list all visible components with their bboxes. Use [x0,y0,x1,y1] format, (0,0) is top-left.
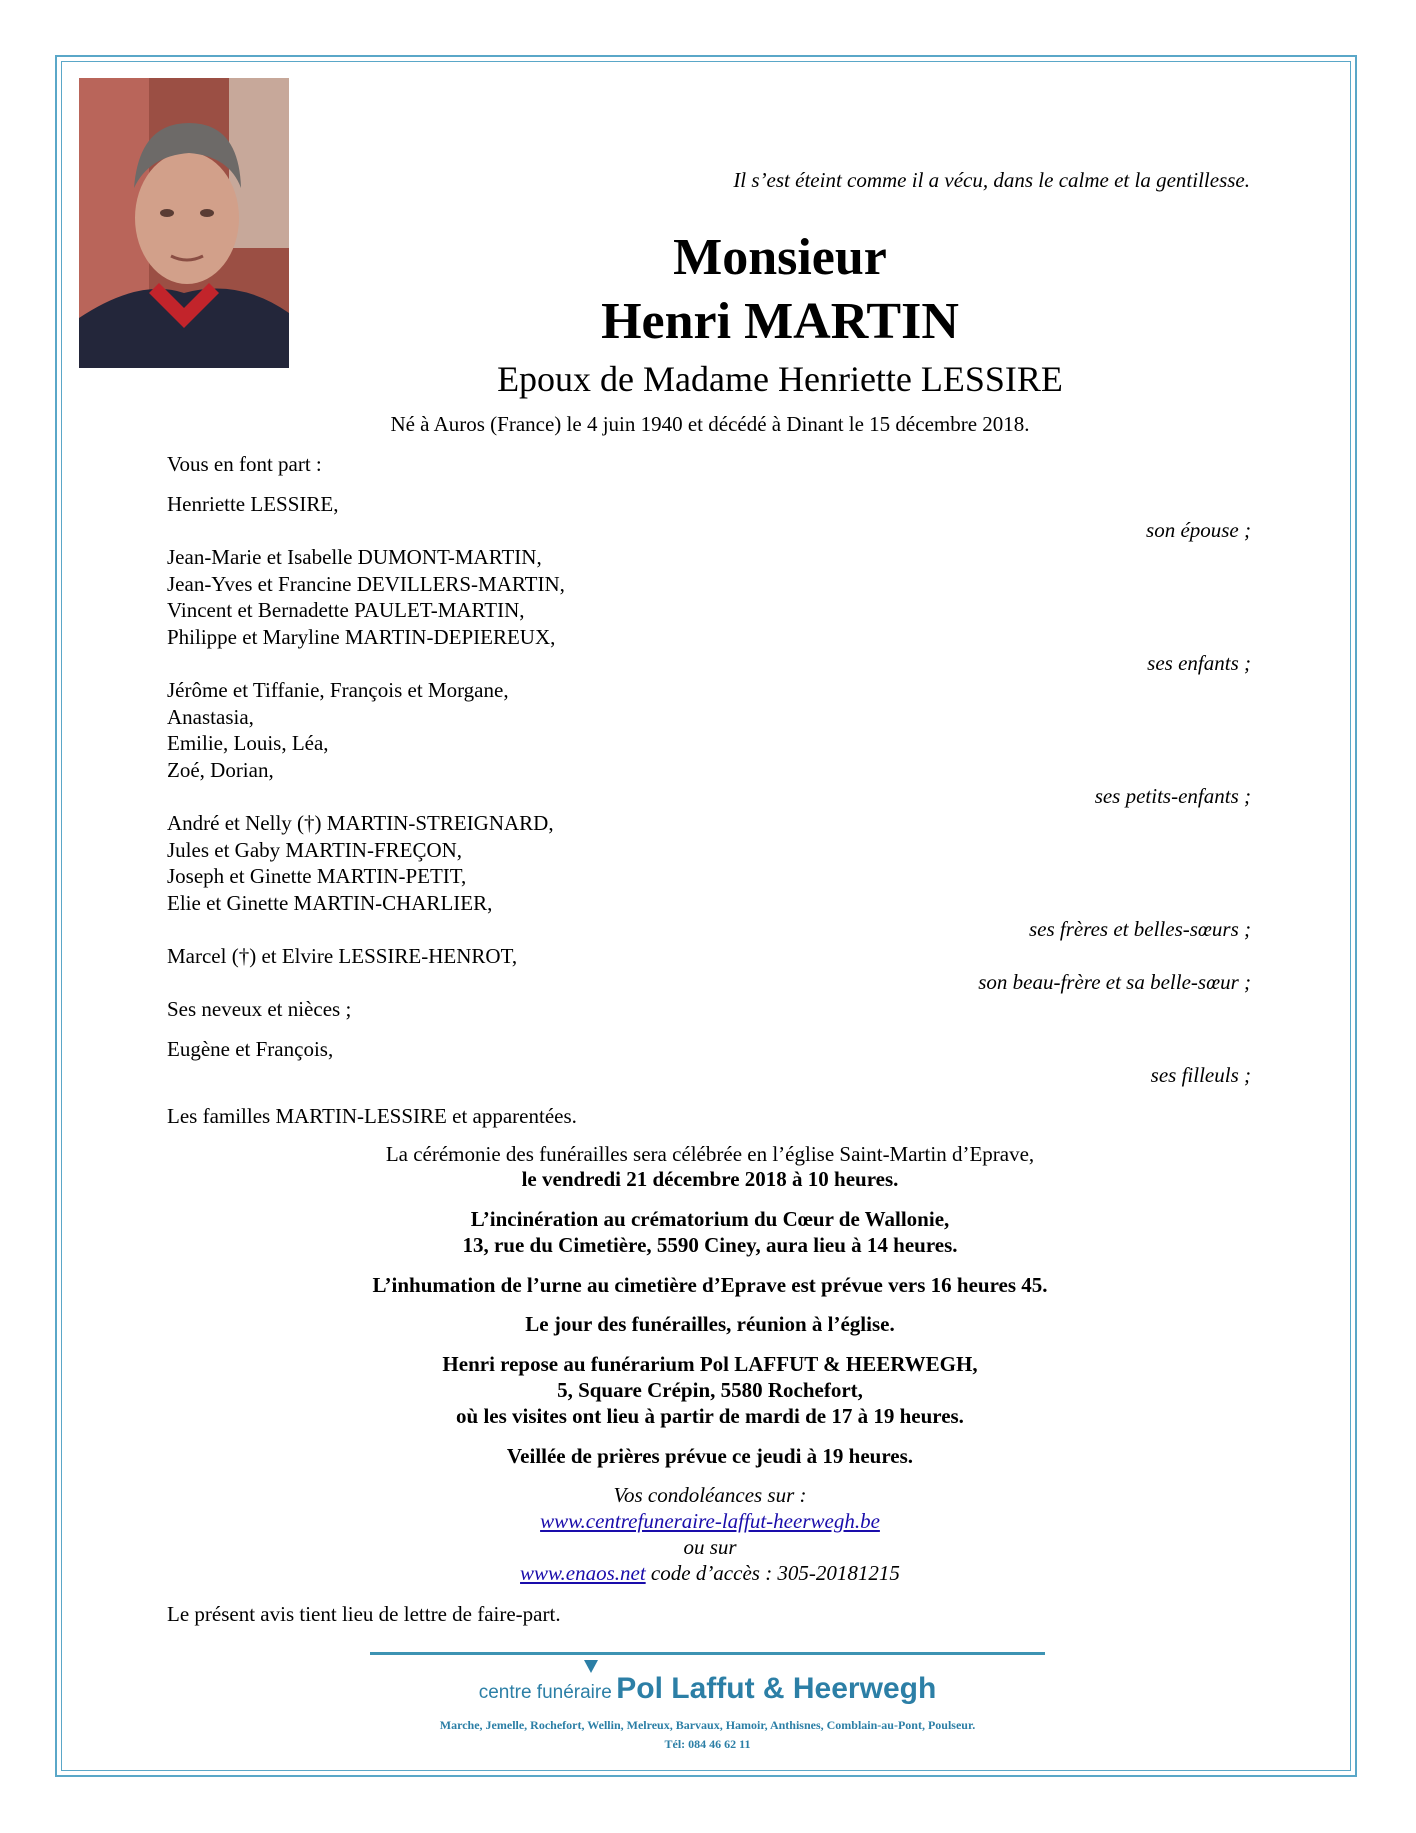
visiting-hours: où les visites ont lieu à partir de mardi de 17 à 19 heures. [456,1404,964,1428]
family-line: Zoé, Dorian, [167,757,274,782]
condolences-enaos-row [120,1560,1300,1586]
inhumation-line: L’inhumation de l’urne au cimetière d’Eprave est prévue vers 16 heures 45. [372,1273,1048,1297]
family-group-children [167,544,565,650]
logo-telephone: Tél: 084 46 62 11 [664,1737,751,1751]
family-line: Jean-Yves et Francine DEVILLERS-MARTIN, [167,571,565,596]
family-line: Henriette LESSIRE, [167,492,339,516]
closing-note: Le présent avis tient lieu de lettre de faire-part. [167,1602,561,1626]
family-group-nephews [167,996,351,1023]
title-honorific: Monsieur [673,229,887,286]
family-line: Vincent et Bernadette PAULET-MARTIN, [167,598,525,622]
relation-label: son beau-frère et sa belle-sœur ; [978,970,1251,994]
family-group-grandchildren [167,677,509,783]
intro-text: Vous en font part : [167,452,322,476]
deceased-name: Henri MARTIN [601,293,959,350]
logo-divider [370,1652,1045,1655]
condolences-link-funeral-home[interactable]: www.centrefuneraire-laffut-heerwegh.be [540,1509,880,1533]
relation-label: son épouse ; [1146,518,1251,542]
logo-name: Pol Laffut & Heerwegh [616,1672,937,1705]
relation-label: ses petits-enfants ; [1094,784,1251,808]
family-line: Emilie, Louis, Léa, [167,731,329,755]
funerarium-line: Henri repose au funérarium Pol LAFFUT & HEERWEGH, [442,1352,978,1376]
vigil-line: Veillée de prières prévue ce jeudi à 19 heures. [506,1444,914,1468]
family-line: Les familles MARTIN-LESSIRE et apparentées. [167,1104,577,1128]
family-line: Anastasia, [167,704,254,729]
family-line: Jérôme et Tiffanie, François et Morgane, [167,678,509,702]
family-line: Philippe et Maryline MARTIN-DEPIEREUX, [167,624,556,649]
family-group-families [167,1103,577,1130]
incineration-line: L’incinération au crématorium du Cœur de Wallonie, [470,1207,950,1231]
family-line: André et Nelly (†) MARTIN-STREIGNARD, [167,811,554,835]
spouse-line: Epoux de Madame Henriette LESSIRE [497,359,1063,399]
family-line: Joseph et Ginette MARTIN-PETIT, [167,864,467,888]
condolences-label: Vos condoléances sur : [613,1483,807,1507]
family-line: Eugène et François, [167,1037,334,1061]
funeral-home-logo [370,1672,1045,1706]
logo-locations: Marche, Jemelle, Rochefort, Wellin, Melreux, Barvaux, Hamoir, Anthisnes, Comblain-au-Pont, Poulseur. [439,1718,976,1732]
portrait-photo [79,78,289,368]
funerarium-address: 5, Square Crépin, 5580 Rochefort, [557,1378,863,1402]
epigraph: Il s’est éteint comme il a vécu, dans le calme et la gentillesse. [733,168,1250,192]
logo-prefix: centre funéraire [478,1682,612,1703]
family-line: Jean-Marie et Isabelle DUMONT-MARTIN, [167,545,542,569]
condolences-or: ou sur [683,1535,737,1559]
condolences-link-row [120,1508,1300,1534]
reunion-line: Le jour des funérailles, réunion à l’église. [525,1312,895,1336]
access-code: code d’accès : 305-20181215 [650,1561,900,1585]
family-line: Jules et Gaby MARTIN-FREÇON, [167,837,463,862]
relation-label: ses enfants ; [1147,651,1251,675]
family-group-spouse [167,491,338,518]
birth-death-line: Né à Auros (France) le 4 juin 1940 et décédé à Dinant le 15 décembre 2018. [390,412,1030,436]
family-group-in-laws [167,943,517,970]
ceremony-date: le vendredi 21 décembre 2018 à 10 heures. [521,1167,899,1191]
family-line: Ses neveux et nièces ; [167,997,352,1021]
family-line: Elie et Ginette MARTIN-CHARLIER, [167,890,493,915]
condolences-link-enaos[interactable]: www.enaos.net [520,1561,646,1585]
family-group-godchildren [167,1036,333,1063]
relation-label: ses filleuls ; [1150,1063,1251,1087]
family-line: Marcel (†) et Elvire LESSIRE-HENROT, [167,944,518,968]
family-group-siblings [167,810,554,916]
ceremony-line: La cérémonie des funérailles sera célébrée en l’église Saint-Martin d’Eprave, [385,1142,1035,1166]
relation-label: ses frères et belles-sœurs ; [1028,917,1251,941]
incineration-address: 13, rue du Cimetière, 5590 Ciney, aura lieu à 14 heures. [462,1233,958,1257]
